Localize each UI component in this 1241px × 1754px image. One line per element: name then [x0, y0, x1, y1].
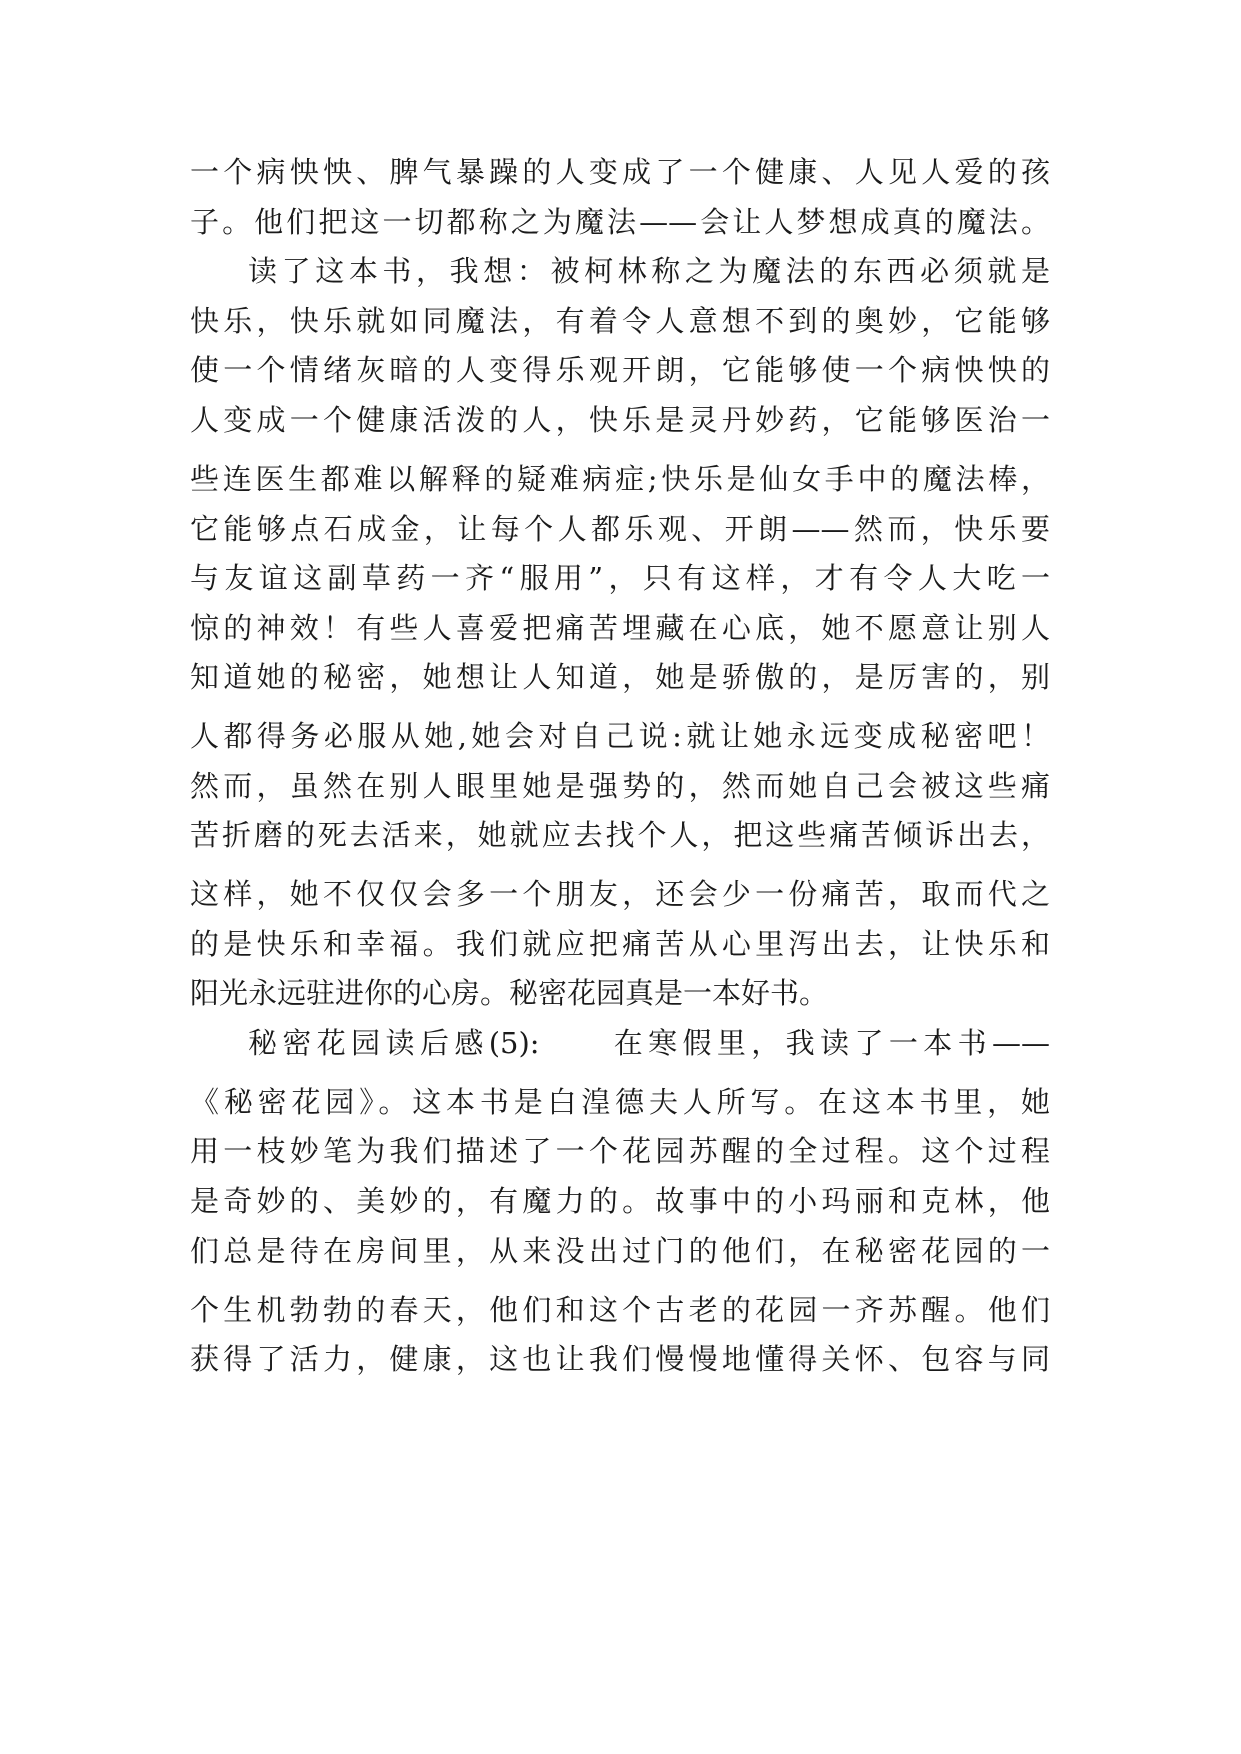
- text-line: 一个病怏怏、脾气暴躁的人变成了一个健康、人见人爱的孩: [190, 155, 1050, 189]
- text-line: 获得了活力，健康，这也让我们慢慢地懂得关怀、包容与同: [190, 1342, 1050, 1376]
- text-line: 知道她的秘密，她想让人知道，她是骄傲的，是厉害的，别: [190, 660, 1050, 694]
- text-line: 人变成一个健康活泼的人，快乐是灵丹妙药，它能够医治一: [190, 403, 1050, 437]
- text-line: 秘密花园读后感(5): 在寒假里，我读了一本书——: [248, 1026, 1050, 1060]
- text-line: 读了这本书，我想：被柯林称之为魔法的东西必须就是: [248, 254, 1050, 288]
- text-line: 个生机勃勃的春天，他们和这个古老的花园一齐苏醒。他们: [190, 1293, 1050, 1327]
- text-line: 子。他们把这一切都称之为魔法——会让人梦想成真的魔法。: [190, 205, 1050, 239]
- text-line: 惊的神效！有些人喜爱把痛苦埋藏在心底，她不愿意让别人: [190, 611, 1050, 645]
- text-line: 人都得务必服从她,她会对自己说:就让她永远变成秘密吧！: [190, 719, 1050, 753]
- text-line: 与友谊这副草药一齐“服用”，只有这样，才有令人大吃一: [190, 561, 1050, 595]
- text-line: 这样，她不仅仅会多一个朋友，还会少一份痛苦，取而代之: [190, 877, 1050, 911]
- text-line: 然而，虽然在别人眼里她是强势的，然而她自己会被这些痛: [190, 769, 1050, 803]
- text-line: 些连医生都难以解释的疑难病症;快乐是仙女手中的魔法棒，: [190, 462, 1050, 496]
- text-line: 的是快乐和幸福。我们就应把痛苦从心里泻出去，让快乐和: [190, 927, 1050, 961]
- text-line: 苦折磨的死去活来，她就应去找个人，把这些痛苦倾诉出去，: [190, 818, 1050, 852]
- text-line: 们总是待在房间里，从来没出过门的他们，在秘密花园的一: [190, 1234, 1050, 1268]
- text-line: 《秘密花园》。这本书是白湟德夫人所写。在这本书里，她: [190, 1085, 1050, 1119]
- text-line: 用一枝妙笔为我们描述了一个花园苏醒的全过程。这个过程: [190, 1134, 1050, 1168]
- text-line: 阳光永远驻进你的心房。秘密花园真是一本好书。: [190, 976, 829, 1010]
- text-line: 它能够点石成金，让每个人都乐观、开朗——然而，快乐要: [190, 512, 1050, 546]
- text-line: 使一个情绪灰暗的人变得乐观开朗，它能够使一个病怏怏的: [190, 353, 1050, 387]
- text-line: 快乐，快乐就如同魔法，有着令人意想不到的奥妙，它能够: [190, 304, 1050, 338]
- text-line: 是奇妙的、美妙的，有魔力的。故事中的小玛丽和克林，他: [190, 1184, 1050, 1218]
